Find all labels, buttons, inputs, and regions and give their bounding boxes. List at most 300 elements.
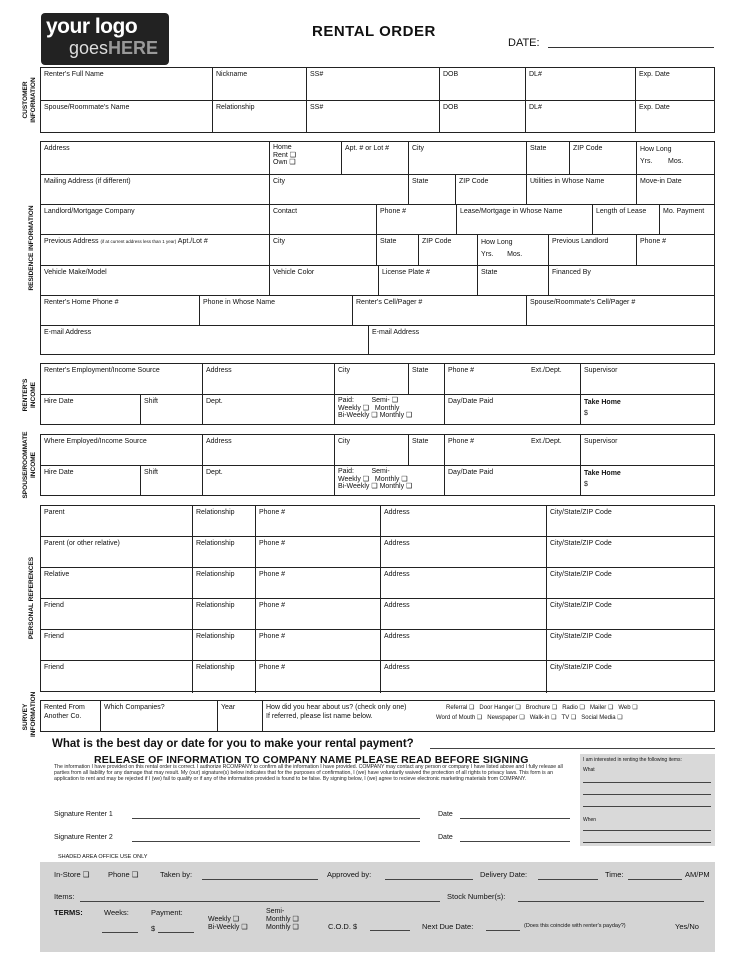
pay-frequency-field[interactable]: Paid: Semi- ❑ Weekly ❑ Monthly Bi-Weekly ❑ Monthly ❑ xyxy=(335,395,445,424)
ref-relationship-label: Relationship xyxy=(196,664,235,671)
shift-label: Shift xyxy=(144,398,159,405)
which-companies-field[interactable] xyxy=(101,701,218,731)
survey-option-opts1-4[interactable]: Mailer ❑ xyxy=(589,705,614,711)
email-field[interactable] xyxy=(41,326,369,354)
ref-address-field-5[interactable] xyxy=(381,630,547,661)
logo-line1: your logo xyxy=(46,15,138,38)
spouse-name-field[interactable] xyxy=(41,101,213,132)
emp-city-label: City xyxy=(338,367,351,374)
office-semi-monthly-label: Monthly xyxy=(266,916,291,923)
biweekly-label: Bi-Weekly xyxy=(338,412,370,419)
logo-line2 xyxy=(69,38,158,59)
survey-option-opts2-0[interactable]: Word of Mouth ❑ xyxy=(436,715,483,721)
email2-field[interactable] xyxy=(369,326,714,354)
survey-option-label: Web xyxy=(618,705,631,711)
ref-city-state-zip-field-2[interactable] xyxy=(547,537,714,568)
spouse-cell-label: Spouse/Roommate's Cell/Pager # xyxy=(530,299,636,306)
payment-day-field[interactable] xyxy=(430,748,715,749)
dept-label: Dept. xyxy=(206,398,223,405)
ref-relationship-field-4[interactable] xyxy=(193,599,256,630)
prev-zip-label: ZIP Code xyxy=(422,238,452,245)
survey-option-opts2-1[interactable]: Newspaper ❑ xyxy=(487,715,525,721)
mailing-zip-field[interactable] xyxy=(456,175,527,205)
survey-option-opts1-1[interactable]: Door Hanger ❑ xyxy=(479,705,521,711)
emp-address-label: Address xyxy=(206,367,232,374)
instore-checkbox[interactable]: In-Store ❑ xyxy=(54,870,90,879)
lease-length-label: Length of Lease xyxy=(596,208,647,215)
section-residence: RESIDENCE INFORMATION xyxy=(28,205,35,291)
ref-city-state-zip-field-1[interactable] xyxy=(547,506,714,537)
sig2-date-label: Date xyxy=(438,834,453,841)
spouse-emp-city-field[interactable] xyxy=(335,435,409,466)
lease-length-field[interactable] xyxy=(593,205,660,235)
spouse-shift-field[interactable] xyxy=(141,466,203,495)
license-plate-field[interactable] xyxy=(379,266,478,296)
landlord-phone-field[interactable] xyxy=(377,205,457,235)
signature2-label: Signature Renter 2 xyxy=(54,834,113,841)
ref-city-state-zip-label: City/State/ZIP Code xyxy=(550,509,612,516)
dl-field[interactable] xyxy=(526,68,636,101)
ref-address-field-2[interactable] xyxy=(381,537,547,568)
survey-option-label: Brochure xyxy=(525,705,551,711)
prev-landlord-label: Previous Landlord xyxy=(552,238,609,245)
when-label: When xyxy=(583,817,597,823)
when-line-1[interactable] xyxy=(583,830,711,831)
move-in-field[interactable] xyxy=(637,175,714,205)
spouse-emp-address-label: Address xyxy=(206,438,232,445)
payment-field[interactable] xyxy=(158,932,194,933)
ref-address-field-3[interactable] xyxy=(381,568,547,599)
survey-option-opts1-2[interactable]: Brochure ❑ xyxy=(525,705,558,711)
ssn-field[interactable] xyxy=(307,68,440,101)
financed-by-label: Financed By xyxy=(552,269,591,276)
company-logo xyxy=(41,13,169,65)
logo-here: HERE xyxy=(108,38,159,58)
prev-state-label: State xyxy=(380,238,397,245)
survey-option-label: Referral xyxy=(446,705,468,711)
spouse-dob-field[interactable] xyxy=(440,101,526,132)
supervisor-label: Supervisor xyxy=(584,367,618,374)
what-line-1[interactable] xyxy=(583,782,711,783)
relationship-label: Relationship xyxy=(216,104,255,111)
survey-table xyxy=(40,700,715,732)
employment-field[interactable] xyxy=(41,364,203,395)
email2-label: E-mail Address xyxy=(372,329,420,336)
signature1-field[interactable] xyxy=(132,818,420,819)
ref-city-state-zip-label: City/State/ZIP Code xyxy=(550,602,612,609)
emp-state-label: State xyxy=(412,367,429,374)
spouse-emp-city-label: City xyxy=(338,438,351,445)
spouse-name-label: Spouse/Roommate's Name xyxy=(44,104,130,111)
delivery-date-field[interactable] xyxy=(538,879,598,880)
emp-phone-label: Phone # xyxy=(448,367,475,374)
survey-option-label: TV xyxy=(561,715,570,721)
mailing-city-field[interactable] xyxy=(270,175,409,205)
sig2-date-field[interactable] xyxy=(460,841,570,842)
rented-from-field[interactable] xyxy=(41,701,101,731)
signature1-label: Signature Renter 1 xyxy=(54,811,113,818)
taken-by-label: Taken by: xyxy=(160,870,193,879)
spouse-take-home-dollar: $ xyxy=(584,481,588,488)
ref-phone-label: Phone # xyxy=(259,571,286,578)
ref-phone-field-2[interactable] xyxy=(256,537,381,568)
spouse-emp-state-label: State xyxy=(412,438,429,445)
renter-name-label: Renter's Full Name xyxy=(44,71,104,78)
zip-field[interactable] xyxy=(570,142,637,175)
spouse-exp-label: Exp. Date xyxy=(639,104,670,111)
prev-state-field[interactable] xyxy=(377,235,419,266)
spouse-emp-state-field[interactable] xyxy=(409,435,445,466)
ref-name-label: Parent xyxy=(44,509,65,516)
take-home-field[interactable] xyxy=(581,395,714,424)
release-text: The information I have provided on this rental order is correct. I authorize RCOMPANY to confirm all the information I have provided. COMPANY may contact any person or company I have listed above and I fully release all parties from all liability for any damage that may result. My (our) signature(s) below indicates that for the purposes of confirmation, I (we) have voluntarily waived the protection of all rights to privacy laws. This form is an application to rent and may be rejected if I (we) fail to qualify or if any of the information provided is found to be false. By signing below, I (we) agree to recieve electronic marketing materials from COMPANY. xyxy=(54,764,563,783)
address-field[interactable] xyxy=(41,142,270,175)
dob-label: DOB xyxy=(443,71,459,78)
emp-phone-field[interactable] xyxy=(445,364,581,395)
prev-city-label: City xyxy=(273,238,286,245)
ref-name-field-4[interactable] xyxy=(41,599,193,630)
date-field[interactable] xyxy=(548,47,714,48)
payment-label: Payment: xyxy=(151,908,183,917)
yrs-label: Yrs. xyxy=(640,158,653,165)
day-paid-field[interactable] xyxy=(445,395,581,424)
ref-phone-field-1[interactable] xyxy=(256,506,381,537)
how-long-label: How Long xyxy=(640,146,672,153)
survey-options-row1 xyxy=(446,704,643,713)
ref-name-field-6[interactable] xyxy=(41,661,193,693)
ref-relationship-field-1[interactable] xyxy=(193,506,256,537)
phone-label: Phone xyxy=(108,870,130,879)
financed-by-field[interactable] xyxy=(549,266,714,296)
what-line-3[interactable] xyxy=(583,806,711,807)
lease-name-label: Lease/Mortgage in Whose Name xyxy=(460,208,563,215)
rented-from-label: Rented From Another Co. xyxy=(44,704,85,720)
renters-income-table xyxy=(40,363,715,425)
spouse-emp-phone-field[interactable] xyxy=(445,435,581,466)
mailing-state-field[interactable] xyxy=(409,175,456,205)
ref-phone-label: Phone # xyxy=(259,509,286,516)
emp-address-field[interactable] xyxy=(203,364,335,395)
phone-name-label: Phone in Whose Name xyxy=(203,299,275,306)
spouse-employment-label: Where Employed/Income Source xyxy=(44,438,147,445)
section-customer: CUSTOMER INFORMATION xyxy=(22,77,37,123)
spouse-supervisor-label: Supervisor xyxy=(584,438,618,445)
spouse-dept-field[interactable] xyxy=(203,466,335,495)
weeks-field[interactable] xyxy=(102,932,138,933)
ref-phone-label: Phone # xyxy=(259,540,286,547)
plate-state-label: State xyxy=(481,269,498,276)
shaded-note: SHADED AREA OFFICE USE ONLY xyxy=(58,854,148,860)
ampm-label: AM/PM xyxy=(685,870,710,879)
ref-address-label: Address xyxy=(384,633,410,640)
survey-option-opts2-3[interactable]: TV ❑ xyxy=(561,715,577,721)
cod-field[interactable] xyxy=(370,930,410,931)
plate-state-field[interactable] xyxy=(478,266,549,296)
approved-by-label: Approved by: xyxy=(327,870,372,879)
supervisor-field[interactable] xyxy=(581,364,714,395)
ref-city-state-zip-label: City/State/ZIP Code xyxy=(550,664,612,671)
prev-how-long-field[interactable] xyxy=(478,235,549,266)
payment-day-question: What is the best day or date for you to make your rental payment? xyxy=(52,738,414,750)
phone-checkbox[interactable]: Phone ❑ xyxy=(108,870,139,879)
taken-by-field[interactable] xyxy=(202,879,318,880)
ref-relationship-field-5[interactable] xyxy=(193,630,256,661)
section-references: PERSONAL REFERENCES xyxy=(28,556,35,640)
survey-options-row2 xyxy=(436,714,628,723)
ref-city-state-zip-field-6[interactable] xyxy=(547,661,714,693)
spouse-ssn-label: SS# xyxy=(310,104,324,111)
ref-address-field-4[interactable] xyxy=(381,599,547,630)
how-heard-field[interactable] xyxy=(263,701,714,731)
sig1-date-field[interactable] xyxy=(460,818,570,819)
ref-name-label: Friend xyxy=(44,664,64,671)
next-due-field[interactable] xyxy=(486,930,520,931)
spouse-monthly-label: Monthly xyxy=(379,483,405,490)
office-weekly-label: Weekly xyxy=(208,916,231,923)
spouse-semi-monthly-label: Monthly xyxy=(374,475,400,483)
day-paid-label: Day/Date Paid xyxy=(448,398,494,405)
items-field[interactable] xyxy=(80,901,440,902)
ref-phone-field-4[interactable] xyxy=(256,599,381,630)
spouse-ssn-field[interactable] xyxy=(307,101,440,132)
spouse-day-paid-field[interactable] xyxy=(445,466,581,495)
vehicle-field[interactable] xyxy=(41,266,270,296)
ref-city-state-zip-label: City/State/ZIP Code xyxy=(550,633,612,640)
hire-date-field[interactable] xyxy=(41,395,141,424)
home-label: Home xyxy=(273,144,292,151)
ref-address-field-1[interactable] xyxy=(381,506,547,537)
nickname-field[interactable] xyxy=(213,68,307,101)
ref-relationship-field-2[interactable] xyxy=(193,537,256,568)
zip-label: ZIP Code xyxy=(573,145,603,152)
ref-relationship-label: Relationship xyxy=(196,540,235,547)
prev-apt-label: Apt./Lot # xyxy=(177,238,208,245)
cell-pager-label: Renter's Cell/Pager # xyxy=(356,299,423,306)
ref-phone-field-6[interactable] xyxy=(256,661,381,693)
utilities-field[interactable] xyxy=(527,175,637,205)
state-label: State xyxy=(530,145,547,152)
ref-name-field-2[interactable] xyxy=(41,537,193,568)
cell-pager-field[interactable] xyxy=(353,296,527,326)
contact-label: Contact xyxy=(273,208,298,215)
date-label: DATE: xyxy=(508,37,540,49)
prev-phone-field[interactable] xyxy=(637,235,714,266)
spouse-paid-label: Paid: xyxy=(338,468,354,475)
paid-label: Paid: xyxy=(338,397,354,404)
mo-payment-field[interactable] xyxy=(660,205,714,235)
license-plate-label: License Plate # xyxy=(382,269,430,276)
survey-option-opts2-2[interactable]: Walk-in ❑ xyxy=(529,715,557,721)
prev-address-field[interactable] xyxy=(41,235,270,266)
address-label: Address xyxy=(44,145,70,152)
ref-city-state-zip-field-5[interactable] xyxy=(547,630,714,661)
rental-interest-box xyxy=(580,754,715,846)
ref-address-label: Address xyxy=(384,509,410,516)
ref-relationship-label: Relationship xyxy=(196,571,235,578)
spouse-dob-label: DOB xyxy=(443,104,459,111)
renter-name-field[interactable] xyxy=(41,68,213,101)
year-field[interactable] xyxy=(218,701,263,731)
ref-address-field-6[interactable] xyxy=(381,661,547,693)
ref-relationship-field-3[interactable] xyxy=(193,568,256,599)
spouse-emp-ext-label: Ext./Dept. xyxy=(531,438,562,445)
instore-label: In-Store xyxy=(54,870,81,879)
ref-address-label: Address xyxy=(384,571,410,578)
survey-option-opts1-3[interactable]: Radio ❑ xyxy=(562,705,585,711)
survey-option-opts1-0[interactable]: Referral ❑ xyxy=(446,705,475,711)
landlord-field[interactable] xyxy=(41,205,270,235)
dl-label: DL# xyxy=(529,71,542,78)
prev-how-long-label: How Long xyxy=(481,239,513,246)
mailing-state-label: State xyxy=(412,178,429,185)
semi-label: Semi- xyxy=(371,397,390,404)
own-label: Own xyxy=(273,159,288,166)
how-long-field[interactable] xyxy=(637,142,714,175)
approved-by-field[interactable] xyxy=(385,879,473,880)
survey-option-opts1-5[interactable]: Web ❑ xyxy=(618,705,638,711)
office-monthly-label: Monthly xyxy=(266,924,291,931)
customer-table xyxy=(40,67,715,133)
nickname-label: Nickname xyxy=(216,71,248,78)
survey-option-opts2-4[interactable]: Social Media ❑ xyxy=(581,715,623,721)
spouse-semi-label: Semi- xyxy=(371,468,390,475)
spouse-emp-address-field[interactable] xyxy=(203,435,335,466)
section-survey: SURVEY INFORMATION xyxy=(22,691,37,737)
city-field[interactable] xyxy=(409,142,527,175)
state-field[interactable] xyxy=(527,142,570,175)
spouse-pay-frequency-field[interactable]: Paid: Semi- Weekly ❑ Monthly ❑ Bi-Weekly ❑ Monthly ❑ xyxy=(335,466,445,495)
ref-name-label: Relative xyxy=(44,571,70,578)
dob-field[interactable] xyxy=(440,68,526,101)
weekly-label: Weekly xyxy=(338,404,361,412)
emp-city-field[interactable] xyxy=(335,364,409,395)
referred-label: If referred, please list name below. xyxy=(266,713,373,720)
ref-address-label: Address xyxy=(384,602,410,609)
ref-name-field-1[interactable] xyxy=(41,506,193,537)
signature2-field[interactable] xyxy=(132,841,420,842)
ref-city-state-zip-label: City/State/ZIP Code xyxy=(550,540,612,547)
monthly-label: Monthly xyxy=(379,412,405,419)
section-renters-income: RENTER'S INCOME xyxy=(22,378,37,412)
ref-relationship-label: Relationship xyxy=(196,509,235,516)
ref-address-label: Address xyxy=(384,664,410,671)
spouse-hire-date-label: Hire Date xyxy=(44,469,74,476)
contact-field[interactable] xyxy=(270,205,377,235)
landlord-label: Landlord/Mortgage Company xyxy=(44,208,135,215)
mailing-address-field[interactable] xyxy=(41,175,270,205)
vehicle-color-label: Vehicle Color xyxy=(273,269,315,276)
apt-field[interactable] xyxy=(342,142,409,175)
vehicle-label: Vehicle Make/Model xyxy=(44,269,107,276)
prev-zip-field[interactable] xyxy=(419,235,478,266)
relationship-field[interactable] xyxy=(213,101,307,132)
form-title: RENTAL ORDER xyxy=(312,23,436,40)
shift-field[interactable] xyxy=(141,395,203,424)
ref-city-state-zip-field-3[interactable] xyxy=(547,568,714,599)
move-in-label: Move-in Date xyxy=(640,178,682,185)
spouse-income-table xyxy=(40,434,715,496)
year-label: Year xyxy=(221,704,236,711)
ref-name-label: Friend xyxy=(44,633,64,640)
take-home-dollar: $ xyxy=(584,410,588,417)
ref-name-label: Parent (or other relative) xyxy=(44,540,120,547)
spouse-employment-field[interactable] xyxy=(41,435,203,466)
spouse-take-home-field[interactable] xyxy=(581,466,714,495)
spouse-shift-label: Shift xyxy=(144,469,159,476)
ref-city-state-zip-field-4[interactable] xyxy=(547,599,714,630)
phone-name-field[interactable] xyxy=(200,296,353,326)
home-type-field[interactable]: Home Rent ❑ Own ❑ xyxy=(270,142,342,175)
mo-payment-label: Mo. Payment xyxy=(663,208,705,215)
office-frequency-left[interactable]: Weekly ❑ Bi-Weekly ❑ xyxy=(208,916,248,931)
vehicle-color-field[interactable] xyxy=(270,266,379,296)
survey-option-label: Walk-in xyxy=(529,715,550,721)
emp-state-field[interactable] xyxy=(409,364,445,395)
stock-field[interactable] xyxy=(518,901,704,902)
payment-dollar: $ xyxy=(151,924,156,933)
cod-label: C.O.D. $ xyxy=(328,922,358,931)
hire-date-label: Hire Date xyxy=(44,398,74,405)
ref-name-field-5[interactable] xyxy=(41,630,193,661)
dept-field[interactable] xyxy=(203,395,335,424)
exp-date-field[interactable] xyxy=(636,68,714,101)
prev-landlord-field[interactable] xyxy=(549,235,637,266)
stock-label: Stock Number(s): xyxy=(447,892,506,901)
sig1-date-label: Date xyxy=(438,811,453,818)
apt-label: Apt. # or Lot # xyxy=(345,145,389,152)
spouse-dl-field[interactable] xyxy=(526,101,636,132)
lease-name-field[interactable] xyxy=(457,205,593,235)
prev-address-label: Previous Address xyxy=(44,238,99,245)
mailing-city-label: City xyxy=(273,178,286,185)
ref-phone-label: Phone # xyxy=(259,664,286,671)
ref-relationship-field-6[interactable] xyxy=(193,661,256,693)
spouse-cell-field[interactable] xyxy=(527,296,714,326)
office-semi-label: Semi- xyxy=(266,908,285,915)
ref-phone-field-5[interactable] xyxy=(256,630,381,661)
office-frequency-right[interactable]: Semi- Monthly ❑ Monthly ❑ xyxy=(266,908,299,931)
spouse-hire-date-field[interactable] xyxy=(41,466,141,495)
logo-goes: goes xyxy=(69,38,109,58)
spouse-take-home-label: Take Home xyxy=(584,470,621,477)
ref-phone-label: Phone # xyxy=(259,633,286,640)
survey-option-label: Mailer xyxy=(589,705,607,711)
what-line-2[interactable] xyxy=(583,794,711,795)
spouse-exp-field[interactable] xyxy=(636,101,714,132)
ref-phone-field-3[interactable] xyxy=(256,568,381,599)
home-phone-label: Renter's Home Phone # xyxy=(44,299,119,306)
yes-no-toggle[interactable]: Yes/No xyxy=(675,922,699,931)
weeks-label: Weeks: xyxy=(104,908,129,917)
spouse-dl-label: DL# xyxy=(529,104,542,111)
home-phone-field[interactable] xyxy=(41,296,200,326)
residence-table xyxy=(40,141,715,355)
email-label: E-mail Address xyxy=(44,329,92,336)
delivery-date-label: Delivery Date: xyxy=(480,870,528,879)
spouse-emp-phone-label: Phone # xyxy=(448,438,475,445)
exp-date-label: Exp. Date xyxy=(639,71,670,78)
take-home-label: Take Home xyxy=(584,399,621,406)
when-line-2[interactable] xyxy=(583,842,711,843)
survey-option-label: Radio xyxy=(562,705,578,711)
mailing-address-label: Mailing Address (if different) xyxy=(44,178,131,185)
ref-name-field-3[interactable] xyxy=(41,568,193,599)
prev-city-field[interactable] xyxy=(270,235,377,266)
section-spouse-income: SPOUSE/ROOMMATE INCOME xyxy=(22,431,37,499)
time-field[interactable] xyxy=(628,879,682,880)
spouse-weekly-label: Weekly xyxy=(338,475,361,483)
spouse-supervisor-field[interactable] xyxy=(581,435,714,466)
